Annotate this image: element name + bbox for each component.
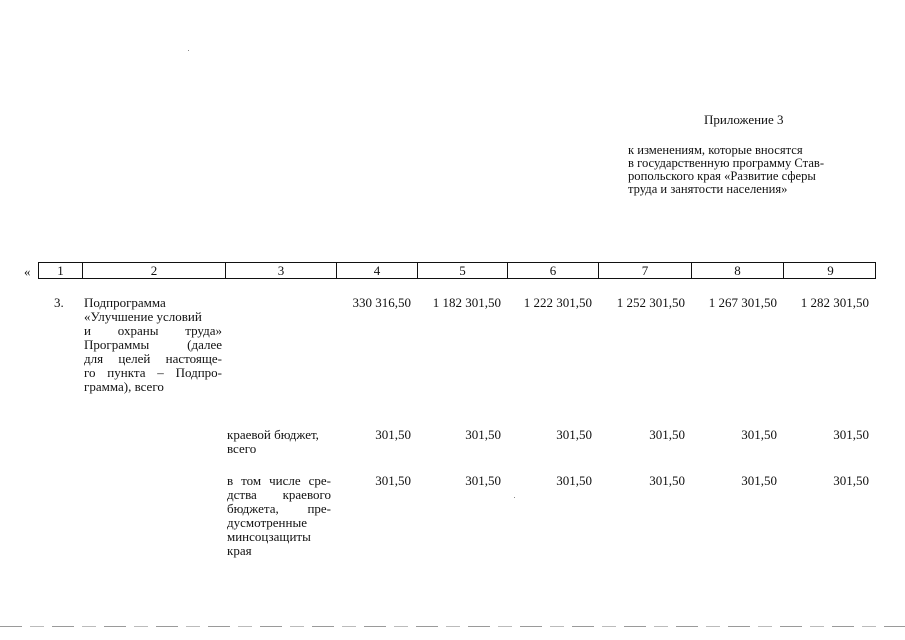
header-cell: 7: [599, 263, 692, 278]
name-line: «Улучшение условий: [84, 309, 202, 324]
appendix-note-line: к изменениям, которые вносятся: [628, 143, 803, 157]
value-cell: 1 267 301,50: [708, 295, 777, 310]
value-cell: 301,50: [741, 473, 777, 488]
value-cell: 301,50: [556, 473, 592, 488]
header-cell: 3: [226, 263, 337, 278]
value-cell: 330 316,50: [352, 295, 411, 310]
appendix-note: [628, 144, 870, 196]
value-cell: 1 182 301,50: [432, 295, 501, 310]
value-cell: 301,50: [649, 473, 685, 488]
value-cell: 1 282 301,50: [800, 295, 869, 310]
value-cell: 301,50: [833, 427, 869, 442]
scan-speck: [188, 50, 189, 51]
name-line: для целей настояще-: [84, 351, 222, 366]
appendix-note-line: труда и занятости населения»: [628, 182, 788, 196]
scan-speck: [514, 497, 515, 498]
source-line: края: [227, 543, 252, 558]
name-line: го пункта – Подпро-: [84, 365, 222, 380]
row-number: 3.: [54, 295, 64, 310]
header-cell: 6: [508, 263, 599, 278]
header-cell: 2: [83, 263, 226, 278]
table-header-row: [38, 262, 876, 279]
value-cell: 301,50: [465, 473, 501, 488]
scan-artifact-line: [0, 626, 905, 627]
value-cell: 1 252 301,50: [616, 295, 685, 310]
value-cell: 301,50: [556, 427, 592, 442]
header-cell: 8: [692, 263, 784, 278]
name-line: Программы (далее: [84, 337, 222, 352]
value-cell: 1 222 301,50: [523, 295, 592, 310]
source-line: дства краевого: [227, 487, 331, 502]
table-open-quote: «: [24, 264, 31, 279]
value-cell: 301,50: [741, 427, 777, 442]
source-line: всего: [227, 441, 257, 456]
header-cell: 9: [827, 263, 834, 278]
source-line: минсоцзащиты: [227, 529, 311, 544]
header-cell: 5: [418, 263, 508, 278]
header-cell: 4: [337, 263, 418, 278]
appendix-title: Приложение 3: [704, 112, 784, 127]
name-line: Подпрограмма: [84, 295, 166, 310]
header-cell: 1: [39, 263, 83, 278]
value-cell: 301,50: [375, 427, 411, 442]
value-cell: 301,50: [649, 427, 685, 442]
value-cell: 301,50: [375, 473, 411, 488]
appendix-note-line: в государственную программу Став-: [628, 156, 825, 170]
name-line: грамма), всего: [84, 379, 164, 394]
appendix-note-line: ропольского края «Развитие сферы: [628, 169, 816, 183]
name-line: и охраны труда»: [84, 323, 222, 338]
source-line: в том числе сре-: [227, 473, 331, 488]
source-line: бюджета, пре-: [227, 501, 331, 516]
subprogram-name: [84, 296, 222, 394]
funding-source: [227, 474, 331, 558]
funding-source: [227, 428, 337, 456]
source-line: краевой бюджет,: [227, 427, 319, 442]
value-cell: 301,50: [833, 473, 869, 488]
value-cell: 301,50: [465, 427, 501, 442]
source-line: дусмотренные: [227, 515, 307, 530]
